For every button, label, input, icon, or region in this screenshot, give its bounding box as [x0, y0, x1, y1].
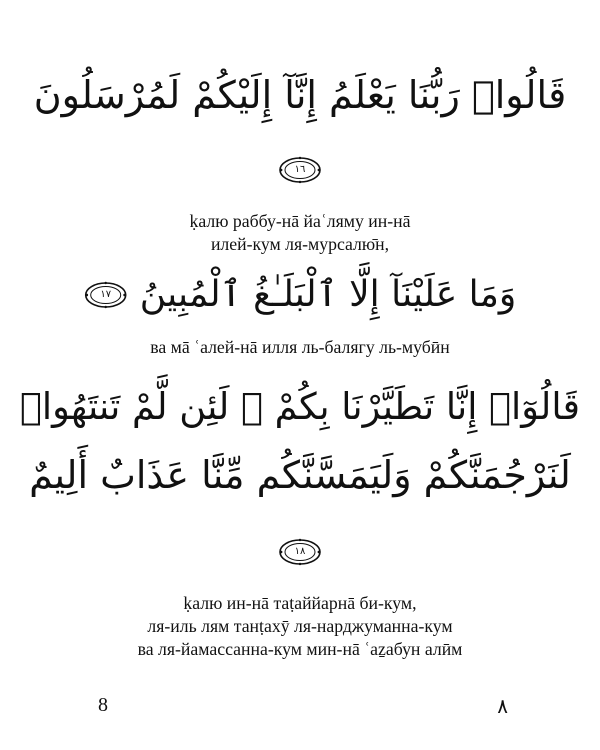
translit-line: ḳалю ин-нā таṭаййарнā би-кум, — [183, 593, 417, 613]
translit-line: ва мā ʿалей-нā илля ль-балягу ль-мубӣн — [150, 337, 450, 357]
verse-18-arabic-line-1: قَالُوٓا۟ إِنَّا تَطَيَّرْنَا بِكُمْ ۖ لَئِن لَّمْ تَنتَهُوا۟ — [19, 385, 581, 428]
translit-line: илей-кум ля-мурсалю̄н, — [210, 234, 390, 254]
verse-17-number: ١٧ — [100, 289, 112, 300]
verse-16-marker — [278, 156, 322, 184]
verse-16-transliteration — [0, 210, 600, 256]
translit-line: ля-иль лям танṭахӯ ля-нарджуманна-кум — [147, 616, 453, 636]
verse-17-marker — [84, 281, 128, 309]
verse-17-row — [84, 270, 517, 320]
verse-18-marker — [278, 538, 322, 566]
verse-18-number: ١٨ — [294, 546, 306, 557]
page-number-right: ٨ — [497, 696, 508, 718]
verse-17-arabic: وَمَا عَلَيْنَآ إِلَّا ٱلْبَلَـٰغُ ٱلْمُبِينُ — [139, 274, 517, 315]
verse-18-transliteration — [0, 592, 600, 661]
translit-line: ва ля-йамассанна-кум мин-нā ʿаẕабун алӣм — [137, 639, 463, 659]
translit-line: ḳалю раббу-нā йаʿляму ин-нā — [189, 211, 411, 231]
verse-18-arabic-line-2: لَنَرْجُمَنَّكُمْ وَلَيَمَسَّنَّكُم مِّنَّا عَذَابٌ أَلِيمٌ — [29, 453, 571, 497]
page-number-left: 8 — [98, 694, 108, 716]
verse-17-transliteration — [0, 336, 600, 359]
verse-16-number: ١٦ — [294, 164, 306, 175]
verse-16-arabic: قَالُوا۟ رَبُّنَا يَعْلَمُ إِنَّآ إِلَيْكُمْ لَمُرْسَلُونَ — [33, 73, 567, 117]
